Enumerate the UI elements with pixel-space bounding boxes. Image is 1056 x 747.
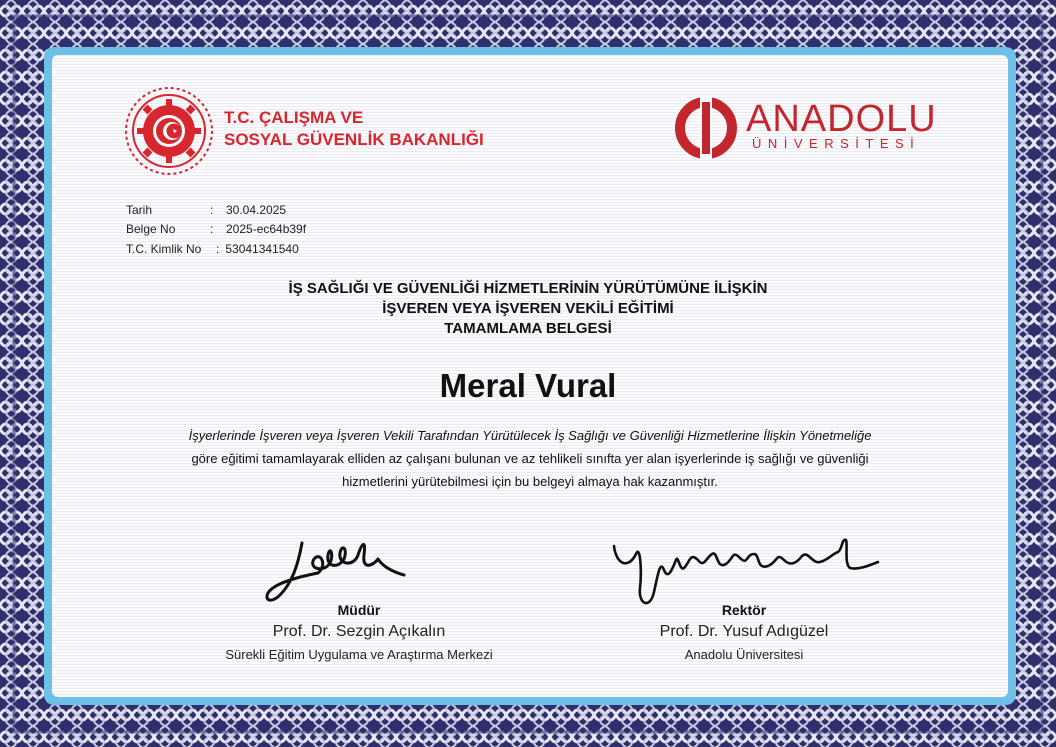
meta-value: 2025-ec64b39f [226, 222, 307, 236]
title-line2: İŞVEREN VEYA İŞVEREN VEKİLİ EĞİTİMİ [382, 300, 674, 317]
signature-name: Prof. Dr. Sezgin Açıkalın [272, 623, 446, 640]
signature-block-rector [544, 602, 944, 662]
meta-value: 53041341540 [225, 242, 299, 256]
university-logo-icon [672, 96, 742, 160]
meta-separator: : [210, 222, 214, 236]
university-name: ANADOLU [746, 98, 937, 140]
signature-name: Prof. Dr. Yusuf Adıgüzel [659, 623, 829, 640]
ministry-seal-icon [124, 86, 214, 176]
signature-block-director [159, 602, 559, 662]
certificate-title [0, 279, 1056, 339]
meta-separator: : [210, 203, 214, 217]
ministry-name-line1: T.C. ÇALIŞMA VE [224, 108, 364, 127]
signature-organization: Anadolu Üniversitesi [684, 647, 804, 662]
signature-organization: Sürekli Eğitim Uygulama ve Araştırma Merkezi [225, 647, 493, 662]
meta-key: Tarih [126, 203, 153, 217]
body-line1: İşyerlerinde İşveren veya İşveren Vekili Tarafından Yürütülecek İş Sağlığı ve Güvenliği Hizmetlerine İlişkin Yönetmeliğe [188, 428, 872, 443]
signature-director [258, 535, 418, 610]
signature-rector [606, 530, 881, 612]
title-line3: TAMAMLAMA BELGESİ [444, 320, 612, 337]
meta-separator: : [216, 242, 220, 256]
ministry-name [224, 107, 484, 151]
signature-role: Rektör [721, 602, 767, 618]
title-line1: İŞ SAĞLIĞI VE GÜVENLİĞİ HİZMETLERİNİN YÜRÜTÜMÜNE İLİŞKİN [288, 280, 768, 297]
body-line2: göre eğitimi tamamlayarak elliden az çalışanı bulunan ve az tehlikeli sınıfta yer alan işyerlerinde iş sağlığı ve güvenliği [191, 451, 869, 466]
meta-key: Belge No [126, 222, 176, 236]
meta-row-document-no [126, 222, 306, 236]
meta-key: T.C. Kimlik No [126, 242, 202, 256]
meta-row-id-no [126, 242, 299, 256]
recipient-name: Meral Vural [439, 367, 617, 404]
body-line3: hizmetlerini yürütebilmesi için bu belgeyi almaya hak kazanmıştır. [342, 474, 718, 489]
meta-value: 30.04.2025 [226, 203, 287, 217]
signature-role: Müdür [337, 602, 381, 618]
certificate-body [100, 424, 960, 493]
ministry-name-line2: SOSYAL GÜVENLİK BAKANLIĞI [224, 130, 484, 149]
meta-row-date [126, 203, 286, 217]
university-subtitle: ÜNİVERSİTESİ [752, 136, 921, 151]
